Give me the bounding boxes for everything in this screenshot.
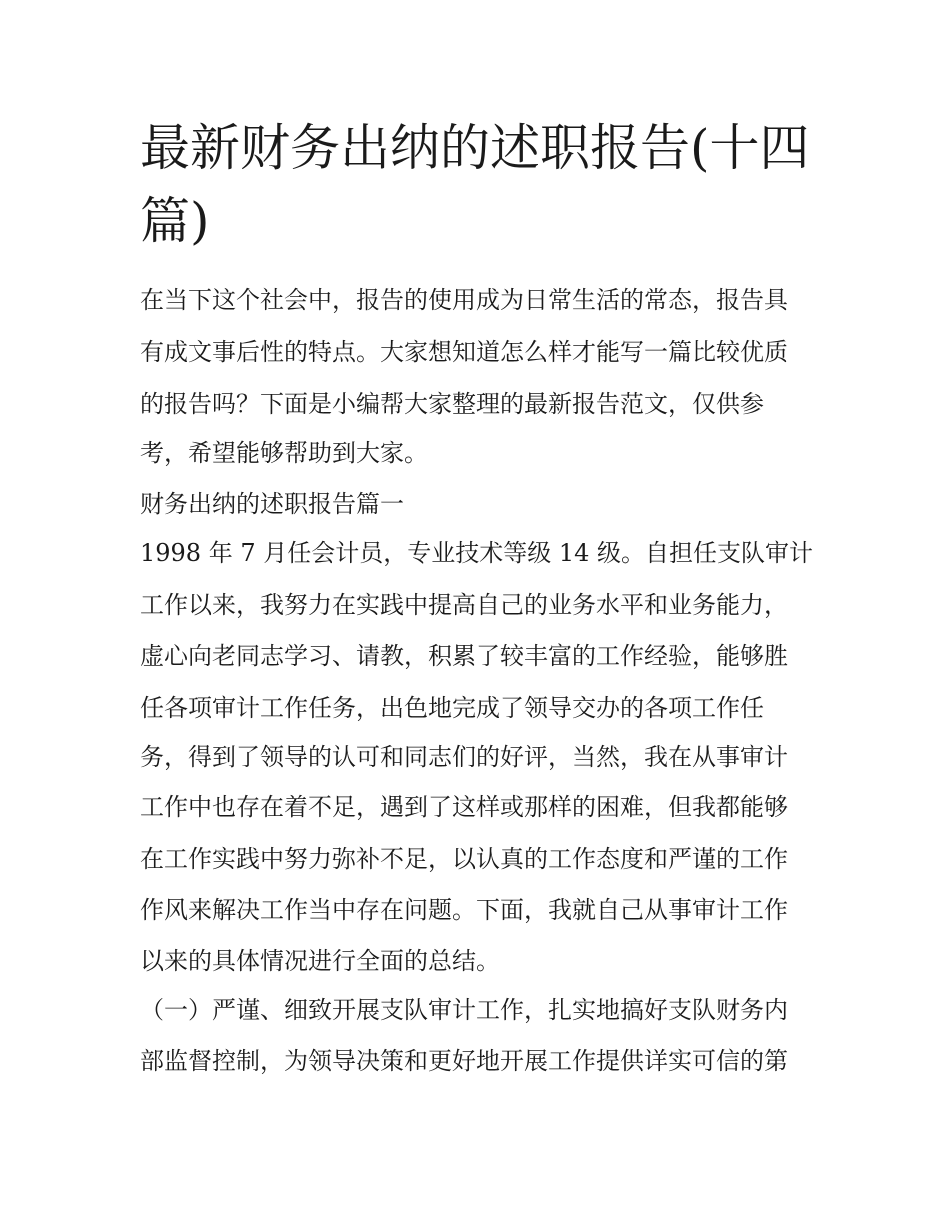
paragraph-line: 的报告吗？下面是小编帮大家整理的最新报告范文，仅供参 [140, 390, 764, 418]
paragraph-line: 1998 年 7 月任会计员，专业技术等级 14 级。自担任支队审计 [140, 539, 814, 567]
paragraph-line: 部监督控制，为领导决策和更好地开展工作提供详实可信的第 [140, 1047, 788, 1075]
paragraph-line: 在工作实践中努力弥补不足，以认真的工作态度和严谨的工作 [140, 845, 788, 873]
paragraph-line: 以来的具体情况进行全面的总结。 [140, 947, 500, 975]
paragraph-line: 考，希望能够帮助到大家。 [140, 439, 428, 467]
paragraph-line: 工作以来，我努力在实践中提高自己的业务水平和业务能力， [140, 591, 788, 619]
paragraph-line: 工作中也存在着不足，遇到了这样或那样的困难，但我都能够 [140, 793, 788, 821]
paragraph-line: 任各项审计工作任务，出色地完成了领导交办的各项工作任 [140, 694, 764, 722]
section-heading: 财务出纳的述职报告篇一 [140, 490, 404, 518]
paragraph-line: 虚心向老同志学习、请教，积累了较丰富的工作经验，能够胜 [140, 642, 788, 670]
paragraph-line: 作风来解决工作当中存在问题。下面，我就自己从事审计工作 [140, 896, 788, 924]
document-title: 最新财务出纳的述职报告(十四篇) [140, 119, 810, 250]
paragraph-line: （一）严谨、细致开展支队审计工作，扎实地搞好支队财务内 [140, 996, 788, 1024]
paragraph-line: 务，得到了领导的认可和同志们的好评，当然，我在从事审计 [140, 743, 788, 771]
paragraph-line: 有成文事后性的特点。大家想知道怎么样才能写一篇比较优质 [140, 338, 788, 366]
paragraph-line: 在当下这个社会中，报告的使用成为日常生活的常态，报告具 [140, 286, 788, 314]
